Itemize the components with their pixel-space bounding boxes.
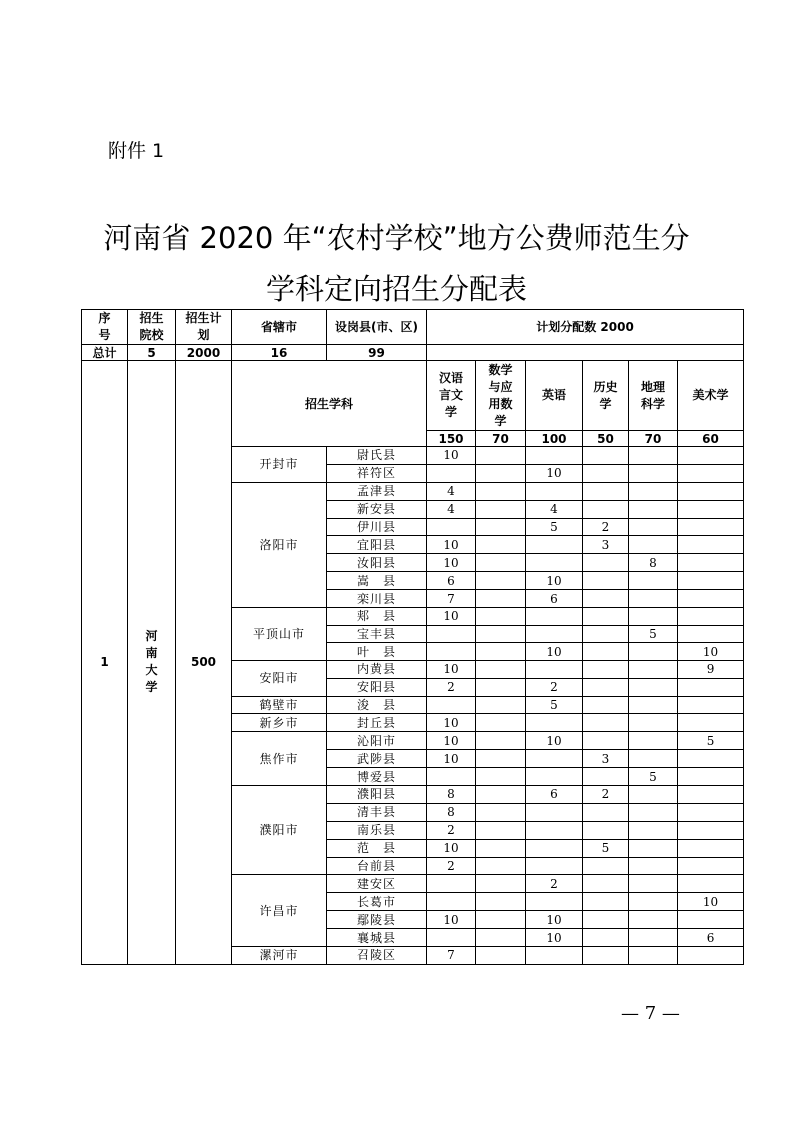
allocation-cell bbox=[583, 803, 629, 821]
city-name: 开封市 bbox=[232, 447, 327, 483]
county-name: 南乐县 bbox=[327, 821, 427, 839]
city-name: 鹤壁市 bbox=[232, 696, 327, 714]
allocation-cell bbox=[629, 678, 678, 696]
allocation-cell bbox=[427, 696, 476, 714]
county-name: 武陟县 bbox=[327, 750, 427, 768]
allocation-cell bbox=[427, 929, 476, 947]
subject-total: 70 bbox=[476, 431, 526, 447]
allocation-cell: 9 bbox=[678, 660, 744, 678]
document-title-line2: 学科定向招生分配表 bbox=[265, 272, 527, 306]
city-name: 濮阳市 bbox=[232, 786, 327, 875]
allocation-cell bbox=[678, 839, 744, 857]
allocation-cell bbox=[629, 464, 678, 482]
city-name: 安阳市 bbox=[232, 660, 327, 696]
subject-label: 数学与应用数学 bbox=[488, 362, 513, 428]
total-label: 总计 bbox=[82, 345, 128, 361]
allocation-cell bbox=[476, 911, 526, 929]
county-name: 宝丰县 bbox=[327, 625, 427, 643]
allocation-cell bbox=[427, 625, 476, 643]
city-name: 许昌市 bbox=[232, 875, 327, 947]
allocation-cell bbox=[526, 554, 583, 572]
header-school: 招生院校 bbox=[128, 310, 176, 345]
allocation-cell bbox=[476, 625, 526, 643]
allocation-cell bbox=[476, 590, 526, 608]
header-seq: 序号 bbox=[82, 310, 128, 345]
allocation-cell bbox=[629, 875, 678, 893]
allocation-cell bbox=[476, 893, 526, 911]
allocation-cell: 7 bbox=[427, 947, 476, 965]
allocation-cell bbox=[583, 625, 629, 643]
allocation-cell bbox=[678, 768, 744, 786]
allocation-cell: 7 bbox=[427, 590, 476, 608]
allocation-cell bbox=[583, 696, 629, 714]
allocation-cell bbox=[583, 572, 629, 590]
subject-name bbox=[476, 361, 526, 431]
allocation-cell bbox=[526, 893, 583, 911]
allocation-cell: 10 bbox=[427, 447, 476, 465]
allocation-cell: 4 bbox=[427, 500, 476, 518]
allocation-cell bbox=[629, 714, 678, 732]
allocation-cell bbox=[476, 464, 526, 482]
allocation-cell bbox=[526, 947, 583, 965]
allocation-cell bbox=[526, 839, 583, 857]
allocation-cell bbox=[476, 660, 526, 678]
county-name: 内黄县 bbox=[327, 660, 427, 678]
allocation-cell bbox=[476, 608, 526, 626]
allocation-cell: 5 bbox=[583, 839, 629, 857]
allocation-cell bbox=[476, 875, 526, 893]
allocation-cell bbox=[476, 643, 526, 661]
allocation-cell bbox=[583, 947, 629, 965]
allocation-cell: 6 bbox=[526, 590, 583, 608]
allocation-cell bbox=[476, 803, 526, 821]
subject-total: 70 bbox=[629, 431, 678, 447]
allocation-cell bbox=[629, 643, 678, 661]
subject-label: 历史学 bbox=[593, 379, 618, 411]
allocation-cell: 6 bbox=[427, 572, 476, 590]
allocation-cell bbox=[476, 482, 526, 500]
allocation-cell bbox=[476, 518, 526, 536]
allocation-cell bbox=[476, 929, 526, 947]
allocation-cell bbox=[583, 554, 629, 572]
allocation-cell bbox=[526, 714, 583, 732]
allocation-cell bbox=[583, 893, 629, 911]
allocation-cell: 10 bbox=[427, 660, 476, 678]
allocation-cell bbox=[629, 590, 678, 608]
allocation-cell bbox=[427, 768, 476, 786]
allocation-cell bbox=[629, 447, 678, 465]
allocation-cell: 10 bbox=[427, 536, 476, 554]
entry-school-name: 河南大学 bbox=[145, 629, 158, 695]
allocation-cell bbox=[526, 768, 583, 786]
allocation-cell bbox=[629, 518, 678, 536]
county-name: 建安区 bbox=[327, 875, 427, 893]
header-city: 省辖市 bbox=[232, 310, 327, 345]
county-name: 浚 县 bbox=[327, 696, 427, 714]
allocation-cell: 10 bbox=[526, 464, 583, 482]
allocation-table bbox=[81, 309, 744, 965]
allocation-cell: 10 bbox=[427, 750, 476, 768]
subject-label: 地理科学 bbox=[640, 379, 665, 411]
county-name: 新安县 bbox=[327, 500, 427, 518]
allocation-cell bbox=[583, 678, 629, 696]
header-county: 设岗县(市、区) bbox=[327, 310, 427, 345]
allocation-cell: 3 bbox=[583, 536, 629, 554]
allocation-cell: 10 bbox=[526, 911, 583, 929]
allocation-cell bbox=[583, 447, 629, 465]
allocation-cell bbox=[583, 643, 629, 661]
allocation-cell: 6 bbox=[526, 786, 583, 804]
allocation-cell: 3 bbox=[583, 750, 629, 768]
allocation-cell: 10 bbox=[427, 554, 476, 572]
allocation-cell: 2 bbox=[583, 518, 629, 536]
allocation-cell bbox=[583, 464, 629, 482]
allocation-cell: 8 bbox=[629, 554, 678, 572]
allocation-cell bbox=[629, 929, 678, 947]
subject-total: 100 bbox=[526, 431, 583, 447]
allocation-cell: 5 bbox=[526, 696, 583, 714]
subject-name bbox=[526, 361, 583, 431]
allocation-cell bbox=[678, 911, 744, 929]
allocation-cell bbox=[629, 839, 678, 857]
allocation-cell: 10 bbox=[526, 643, 583, 661]
total-plan: 2000 bbox=[176, 345, 232, 361]
subject-label: 美术学 bbox=[692, 388, 729, 402]
allocation-cell: 10 bbox=[427, 911, 476, 929]
allocation-cell bbox=[629, 821, 678, 839]
city-name: 新乡市 bbox=[232, 714, 327, 732]
allocation-cell bbox=[678, 678, 744, 696]
allocation-cell bbox=[583, 911, 629, 929]
county-name: 范 县 bbox=[327, 839, 427, 857]
county-name: 尉氏县 bbox=[327, 447, 427, 465]
allocation-cell bbox=[629, 893, 678, 911]
county-name: 长葛市 bbox=[327, 893, 427, 911]
allocation-cell bbox=[476, 947, 526, 965]
header-plan: 招生计划 bbox=[176, 310, 232, 345]
subject-name bbox=[629, 361, 678, 431]
allocation-cell bbox=[678, 803, 744, 821]
county-name: 栾川县 bbox=[327, 590, 427, 608]
allocation-cell bbox=[583, 482, 629, 500]
subject-label: 汉语言文学 bbox=[438, 371, 463, 419]
allocation-cell bbox=[629, 911, 678, 929]
allocation-cell: 2 bbox=[526, 875, 583, 893]
allocation-cell: 8 bbox=[427, 786, 476, 804]
allocation-cell bbox=[629, 608, 678, 626]
allocation-cell bbox=[678, 500, 744, 518]
allocation-cell: 5 bbox=[629, 625, 678, 643]
allocation-cell bbox=[678, 536, 744, 554]
city-name: 洛阳市 bbox=[232, 482, 327, 607]
allocation-cell bbox=[476, 786, 526, 804]
allocation-cell bbox=[583, 929, 629, 947]
allocation-cell bbox=[476, 857, 526, 875]
county-name: 清丰县 bbox=[327, 803, 427, 821]
county-name: 召陵区 bbox=[327, 947, 427, 965]
subject-name bbox=[427, 361, 476, 431]
allocation-cell bbox=[476, 768, 526, 786]
county-name: 濮阳县 bbox=[327, 786, 427, 804]
allocation-cell bbox=[629, 482, 678, 500]
allocation-cell bbox=[678, 875, 744, 893]
allocation-cell bbox=[678, 554, 744, 572]
county-name: 嵩 县 bbox=[327, 572, 427, 590]
allocation-cell: 4 bbox=[526, 500, 583, 518]
allocation-cell bbox=[427, 893, 476, 911]
allocation-cell bbox=[476, 696, 526, 714]
allocation-cell bbox=[583, 768, 629, 786]
allocation-cell: 5 bbox=[629, 768, 678, 786]
header-allocation: 计划分配数 2000 bbox=[427, 310, 744, 345]
allocation-cell bbox=[476, 554, 526, 572]
county-name: 郏 县 bbox=[327, 608, 427, 626]
subject-total: 60 bbox=[678, 431, 744, 447]
county-name: 安阳县 bbox=[327, 678, 427, 696]
entry-plan: 500 bbox=[176, 361, 232, 965]
allocation-cell bbox=[526, 625, 583, 643]
county-name: 宜阳县 bbox=[327, 536, 427, 554]
allocation-cell: 10 bbox=[678, 643, 744, 661]
allocation-cell bbox=[476, 536, 526, 554]
allocation-cell bbox=[678, 572, 744, 590]
county-name: 叶 县 bbox=[327, 643, 427, 661]
allocation-cell bbox=[629, 803, 678, 821]
county-name: 襄城县 bbox=[327, 929, 427, 947]
total-counties: 99 bbox=[327, 345, 427, 361]
allocation-cell: 2 bbox=[427, 857, 476, 875]
allocation-cell: 10 bbox=[427, 839, 476, 857]
allocation-cell bbox=[678, 786, 744, 804]
county-name: 博爱县 bbox=[327, 768, 427, 786]
allocation-cell bbox=[583, 500, 629, 518]
allocation-cell bbox=[583, 821, 629, 839]
annex-label: 附件 1 bbox=[108, 140, 165, 162]
allocation-cell bbox=[476, 572, 526, 590]
allocation-cell bbox=[629, 750, 678, 768]
allocation-cell: 2 bbox=[427, 678, 476, 696]
county-name: 封丘县 bbox=[327, 714, 427, 732]
allocation-cell bbox=[629, 500, 678, 518]
allocation-cell: 10 bbox=[427, 608, 476, 626]
allocation-cell bbox=[526, 857, 583, 875]
allocation-cell bbox=[476, 678, 526, 696]
city-name: 焦作市 bbox=[232, 732, 327, 786]
subject-total: 50 bbox=[583, 431, 629, 447]
allocation-cell bbox=[629, 696, 678, 714]
allocation-cell bbox=[629, 660, 678, 678]
allocation-cell bbox=[526, 608, 583, 626]
entry-seq: 1 bbox=[82, 361, 128, 965]
document-title-line1: 河南省 2020 年“农村学校”地方公费师范生分 bbox=[103, 221, 690, 255]
subject-header: 招生学科 bbox=[232, 361, 427, 447]
allocation-cell: 10 bbox=[678, 893, 744, 911]
allocation-cell bbox=[526, 750, 583, 768]
allocation-cell bbox=[678, 857, 744, 875]
allocation-cell bbox=[476, 839, 526, 857]
allocation-cell bbox=[678, 590, 744, 608]
allocation-cell bbox=[583, 732, 629, 750]
allocation-cell bbox=[526, 803, 583, 821]
allocation-cell bbox=[476, 447, 526, 465]
allocation-cell bbox=[476, 714, 526, 732]
allocation-cell bbox=[629, 947, 678, 965]
city-name: 漯河市 bbox=[232, 947, 327, 965]
allocation-cell bbox=[526, 482, 583, 500]
allocation-cell bbox=[427, 464, 476, 482]
entry-school bbox=[128, 361, 176, 965]
allocation-cell bbox=[678, 821, 744, 839]
allocation-cell bbox=[678, 696, 744, 714]
allocation-cell bbox=[629, 572, 678, 590]
total-schools: 5 bbox=[128, 345, 176, 361]
allocation-cell bbox=[678, 608, 744, 626]
subject-name bbox=[678, 361, 744, 431]
allocation-cell bbox=[526, 536, 583, 554]
allocation-cell bbox=[678, 750, 744, 768]
county-name: 祥符区 bbox=[327, 464, 427, 482]
allocation-cell bbox=[427, 518, 476, 536]
allocation-cell bbox=[583, 660, 629, 678]
allocation-cell bbox=[629, 536, 678, 554]
allocation-cell: 10 bbox=[427, 732, 476, 750]
allocation-cell bbox=[678, 518, 744, 536]
allocation-cell bbox=[583, 857, 629, 875]
allocation-cell: 6 bbox=[678, 929, 744, 947]
allocation-cell bbox=[629, 786, 678, 804]
allocation-cell bbox=[526, 447, 583, 465]
subject-name bbox=[583, 361, 629, 431]
allocation-cell bbox=[583, 590, 629, 608]
allocation-cell bbox=[427, 875, 476, 893]
subject-total: 150 bbox=[427, 431, 476, 447]
allocation-cell: 5 bbox=[678, 732, 744, 750]
allocation-cell: 10 bbox=[427, 714, 476, 732]
allocation-cell: 10 bbox=[526, 732, 583, 750]
allocation-cell bbox=[476, 500, 526, 518]
allocation-cell bbox=[583, 608, 629, 626]
city-name: 平顶山市 bbox=[232, 608, 327, 661]
allocation-cell bbox=[476, 732, 526, 750]
allocation-cell: 10 bbox=[526, 572, 583, 590]
allocation-cell: 8 bbox=[427, 803, 476, 821]
allocation-cell bbox=[678, 947, 744, 965]
total-cities: 16 bbox=[232, 345, 327, 361]
allocation-cell bbox=[678, 625, 744, 643]
allocation-cell bbox=[427, 643, 476, 661]
allocation-cell bbox=[678, 447, 744, 465]
allocation-cell bbox=[629, 732, 678, 750]
allocation-cell bbox=[678, 714, 744, 732]
allocation-cell: 2 bbox=[427, 821, 476, 839]
county-name: 台前县 bbox=[327, 857, 427, 875]
allocation-cell bbox=[526, 660, 583, 678]
page-number: — 7 — bbox=[621, 1003, 680, 1024]
allocation-cell bbox=[476, 750, 526, 768]
allocation-cell: 5 bbox=[526, 518, 583, 536]
allocation-cell bbox=[629, 857, 678, 875]
total-allocation-blank bbox=[427, 345, 744, 361]
allocation-cell: 4 bbox=[427, 482, 476, 500]
allocation-cell bbox=[678, 482, 744, 500]
county-name: 孟津县 bbox=[327, 482, 427, 500]
allocation-cell: 2 bbox=[583, 786, 629, 804]
subject-label: 英语 bbox=[541, 388, 566, 402]
allocation-cell bbox=[583, 714, 629, 732]
allocation-cell: 10 bbox=[526, 929, 583, 947]
allocation-cell bbox=[476, 821, 526, 839]
allocation-cell bbox=[526, 821, 583, 839]
county-name: 沁阳市 bbox=[327, 732, 427, 750]
allocation-cell bbox=[583, 875, 629, 893]
allocation-cell: 2 bbox=[526, 678, 583, 696]
county-name: 汝阳县 bbox=[327, 554, 427, 572]
allocation-cell bbox=[678, 464, 744, 482]
county-name: 鄢陵县 bbox=[327, 911, 427, 929]
county-name: 伊川县 bbox=[327, 518, 427, 536]
